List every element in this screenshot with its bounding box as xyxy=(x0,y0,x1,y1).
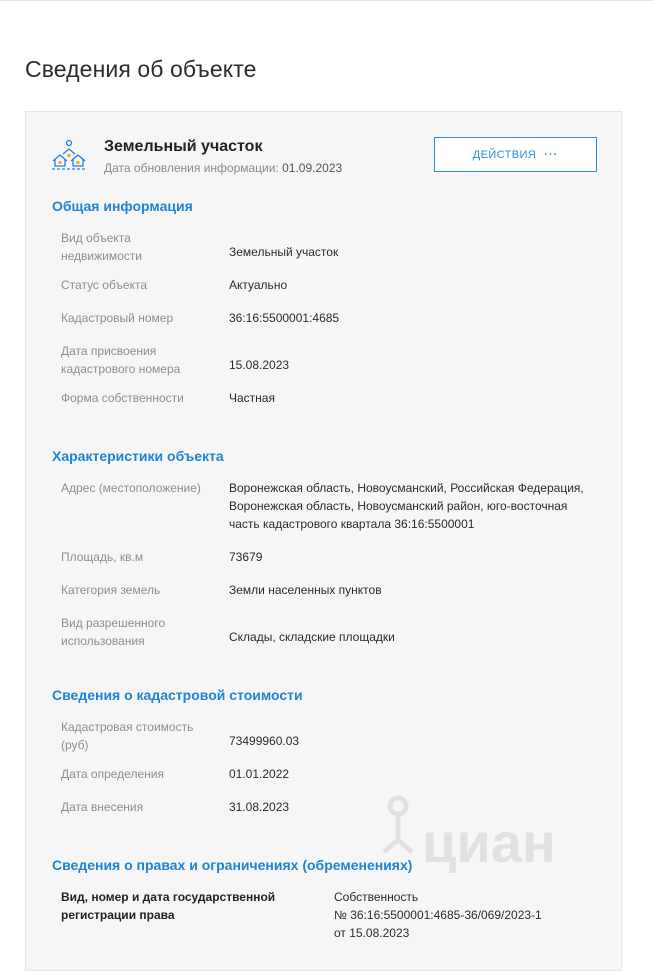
row-label: Дата внесения xyxy=(61,800,144,814)
page-title: Сведения об объекте xyxy=(25,56,257,82)
row-label: Категория земель xyxy=(61,583,161,597)
row-value: 01.01.2022 xyxy=(229,767,290,781)
row-label: Площадь, кв.м xyxy=(61,550,144,564)
update-date-label: Дата обновления информации: xyxy=(104,161,279,175)
object-card xyxy=(25,111,622,971)
row-label: Кадастровый номер xyxy=(61,311,174,325)
section-rights-title: Сведения о правах и ограничениях (обременениях) xyxy=(52,857,413,873)
update-date-value: 01.09.2023 xyxy=(282,161,343,175)
actions-button-label: ДЕЙСТВИЯ xyxy=(472,148,537,161)
row-value: 73679 xyxy=(229,550,263,564)
row-value: Земельный участок xyxy=(229,245,339,259)
top-divider xyxy=(0,0,653,1)
section-general-title: Общая информация xyxy=(52,198,193,214)
row-value: Частная xyxy=(229,391,275,405)
row-label: Дата определения xyxy=(61,767,164,781)
row-label: Вид объекта недвижимости xyxy=(61,231,142,263)
row-label: Кадастровая стоимость (руб) xyxy=(61,720,194,752)
row-value: 73499960.03 xyxy=(229,734,300,748)
row-label: Форма собственности xyxy=(61,391,184,405)
watermark-text: циан xyxy=(422,811,556,874)
section-cadastral-value-title: Сведения о кадастровой стоимости xyxy=(52,687,303,703)
address-value: Воронежская область, Новоусманский, Российская Федерация, Воронежская область, Новоусманский район, юго-восточная часть кадастрового квартала 36:16:5500001 xyxy=(229,481,584,531)
actions-button[interactable] xyxy=(434,137,597,172)
cadastral-number-value: 36:16:5500001:4685 xyxy=(229,311,340,325)
rights-label: Вид, номер и дата государственной регистрации права xyxy=(61,890,276,922)
row-label: Статус объекта xyxy=(61,278,148,292)
rights-number: № 36:16:5500001:4685-36/069/2023-1 xyxy=(334,908,542,922)
row-value: 15.08.2023 xyxy=(229,358,290,372)
section-characteristics-title: Характеристики объекта xyxy=(52,448,224,464)
rights-type: Собственность xyxy=(334,890,419,904)
row-value: Склады, складские площадки xyxy=(229,630,395,644)
rights-value xyxy=(334,888,594,942)
rights-date: от 15.08.2023 xyxy=(334,926,410,940)
row-label: Дата присвоения кадастрового номера xyxy=(61,344,181,376)
row-value: 31.08.2023 xyxy=(229,800,290,814)
row-value: Земли населенных пунктов xyxy=(229,583,382,597)
update-date xyxy=(104,159,342,177)
object-title: Земельный участок xyxy=(104,138,263,155)
row-label: Адрес (местоположение) xyxy=(61,481,201,495)
more-dots-icon: ··· xyxy=(544,148,559,161)
row-value: Актуально xyxy=(229,278,288,292)
row-label: Вид разрешенного использования xyxy=(61,616,166,648)
land-plot-icon xyxy=(51,139,87,171)
